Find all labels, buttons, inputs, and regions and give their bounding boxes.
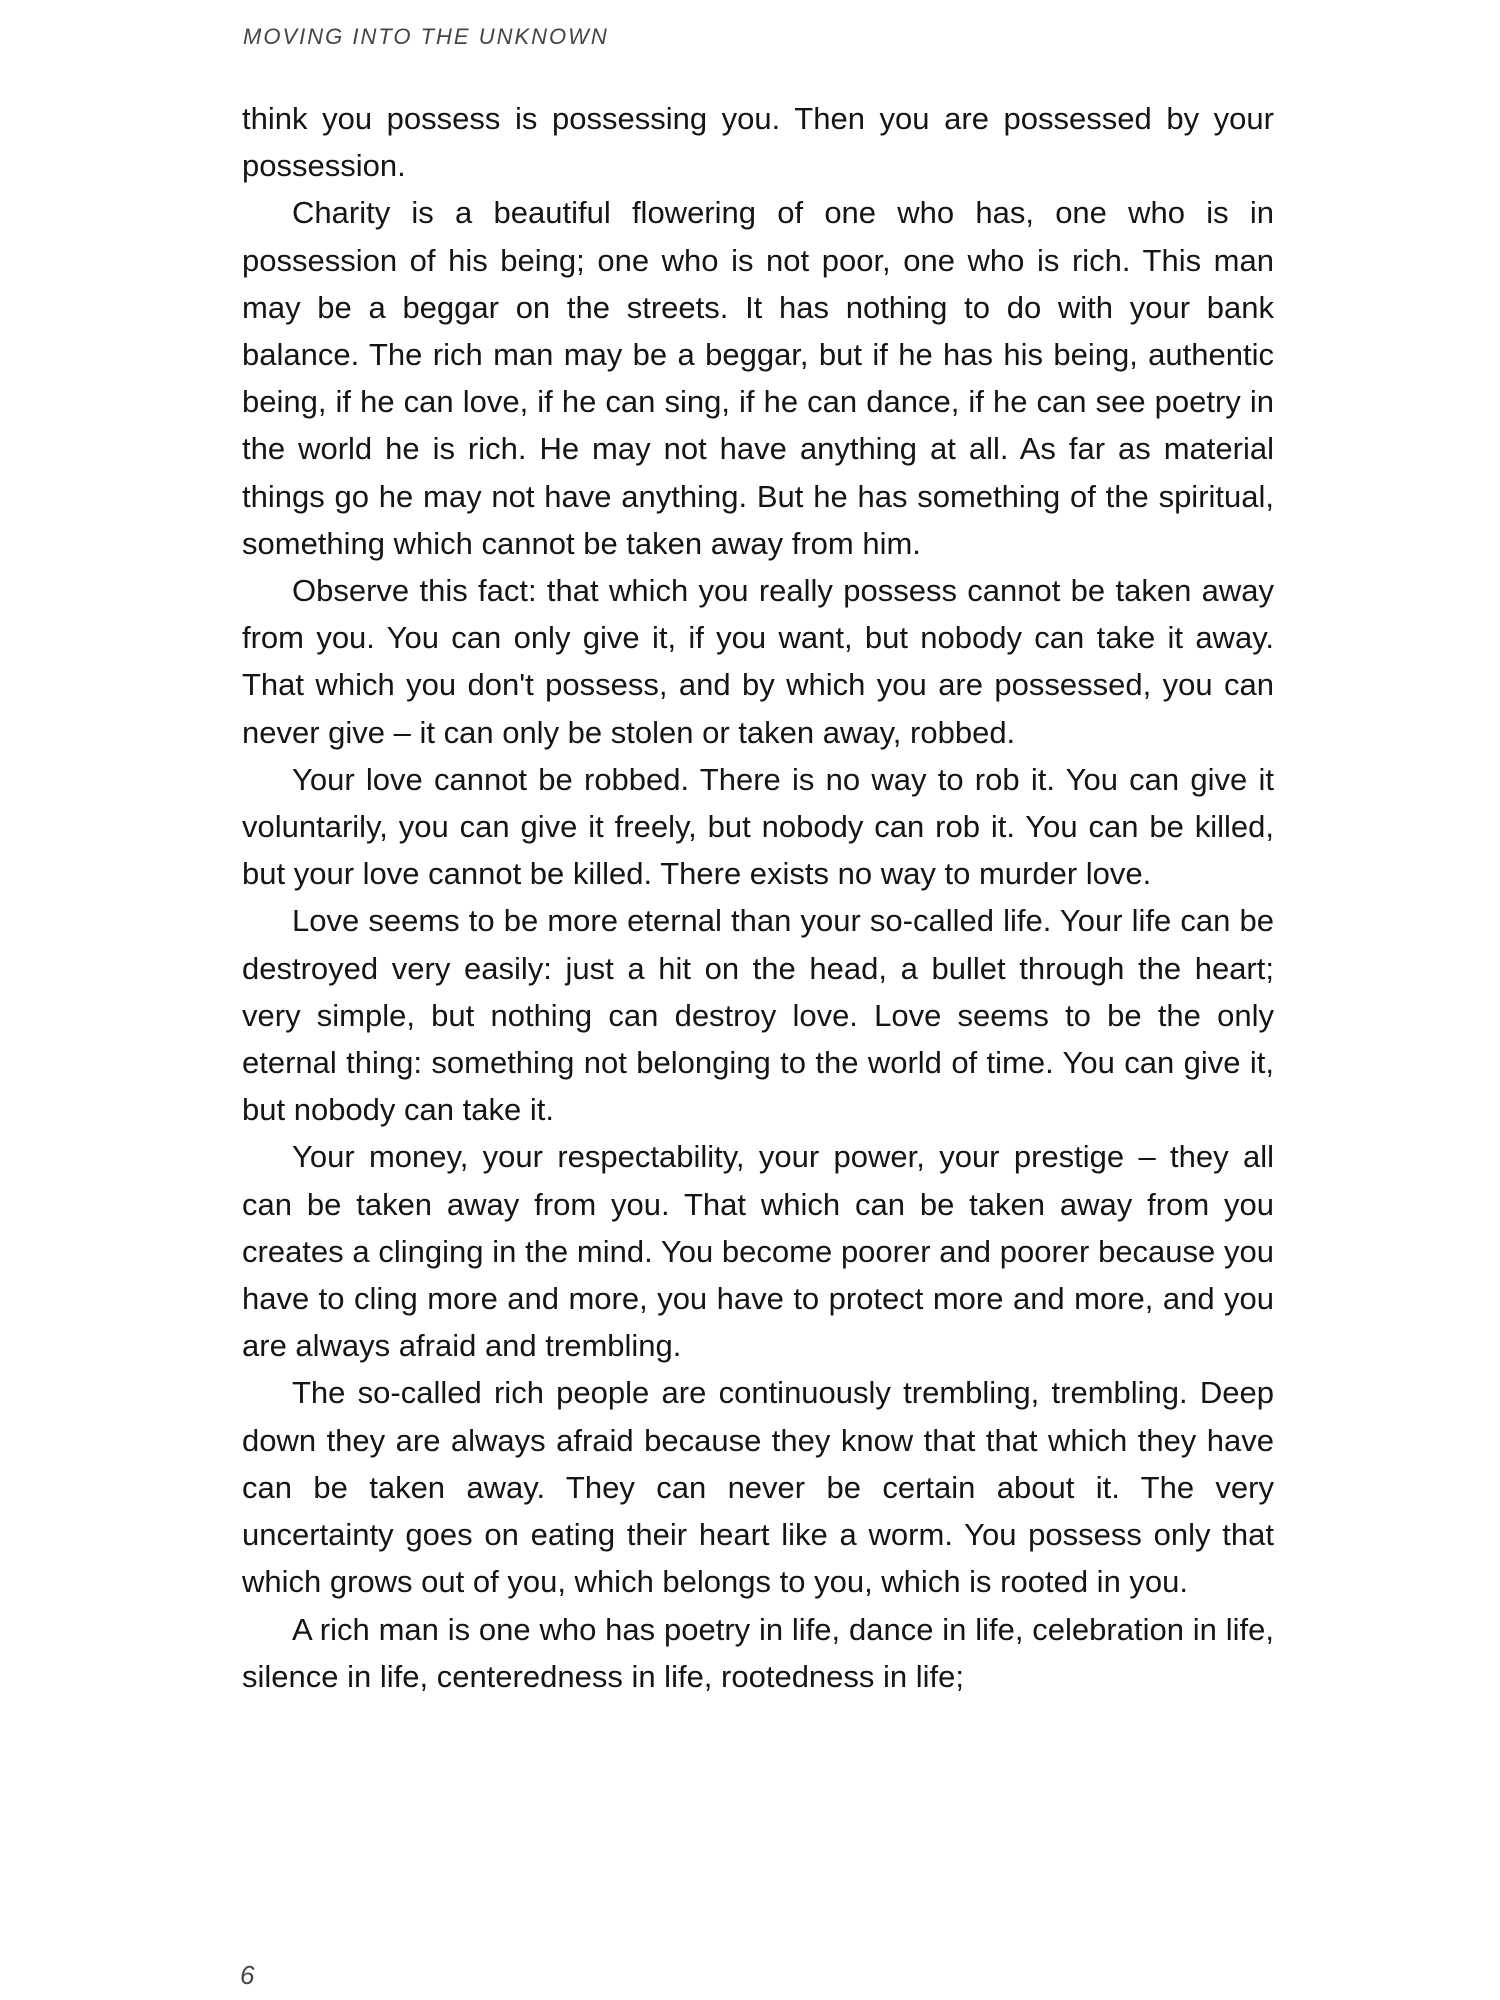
- paragraph: Observe this fact: that which you really possess cannot be taken away from you. You can only give it, if you want, but nobody can take it away. That which you don't possess, and by which you are possessed, you can never give – it can only be stolen or taken away, robbed.: [242, 573, 1274, 750]
- paragraph: Your love cannot be robbed. There is no way to rob it. You can give it voluntarily, you can give it freely, but nobody can rob it. You can be killed, but your love cannot be killed. There exists no way to murder love.: [242, 761, 1274, 892]
- paragraph: Charity is a beautiful flowering of one who has, one who is in possession of his being; one who is not poor, one who is rich. This man may be a beggar on the streets. It has nothing to do with your bank balance. The rich man may be a beggar, but if he has his being, authentic being, if he can love, if he can sing, if he can dance, if he can see poetry in the world he is rich. He may not have anything at all. As far as material things go he may not have anything. But he has something of the spiritual, something which cannot be taken away from him.: [242, 195, 1274, 561]
- paragraph: think you possess is possessing you. Then you are possessed by your possession.: [242, 101, 1274, 184]
- paragraph: The so-called rich people are continuously trembling, trembling. Deep down they are always afraid because they know that that which they have can be taken away. They can never be certain about it. The very uncertainty goes on eating their heart like a worm. You possess only that which grows out of you, which belongs to you, which is rooted in you.: [242, 1375, 1274, 1600]
- body-text: [242, 95, 1274, 1700]
- page-number: 6: [240, 1960, 255, 1990]
- paragraph: Your money, your respectability, your power, your prestige – they all can be taken away from you. That which can be taken away from you creates a clinging in the mind. You become poorer and poorer because you have to cling more and more, you have to protect more and more, and you are always afraid and trembling.: [242, 1139, 1274, 1364]
- paragraph: Love seems to be more eternal than your so-called life. Your life can be destroyed very easily: just a hit on the head, a bullet through the heart; very simple, but nothing can destroy love. Love seems to be the only eternal thing: something not belonging to the world of time. You can give it, but nobody can take it.: [242, 903, 1274, 1128]
- paragraph: A rich man is one who has poetry in life, dance in life, celebration in life, silence in life, centeredness in life, rootedness in life;: [242, 1611, 1274, 1694]
- running-head: MOVING INTO THE UNKNOWN: [243, 24, 609, 49]
